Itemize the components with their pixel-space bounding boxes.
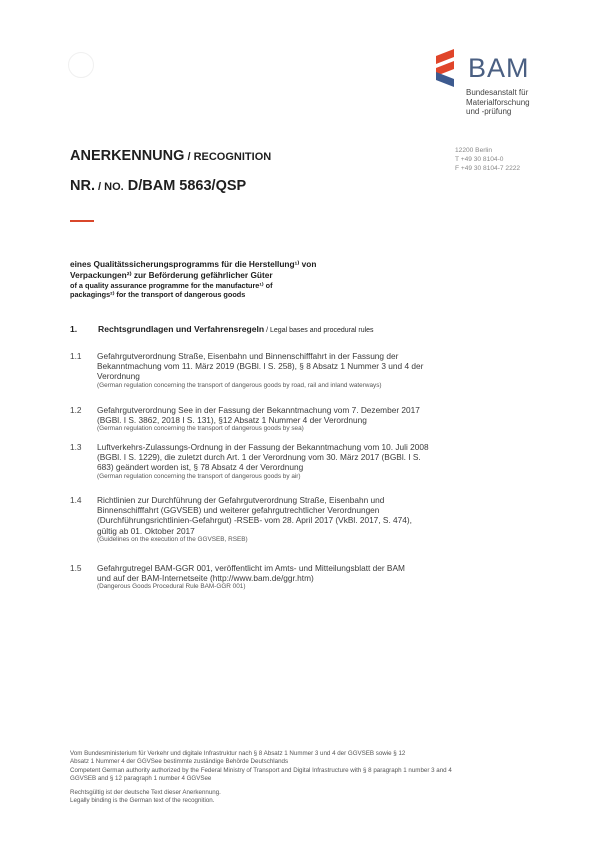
intro-line-en: packagings²⁾ for the transport of dangerous goods <box>70 290 246 299</box>
footer-line: Competent German authority authorized by the Federal Ministry of Transport and Digital Infrastructure with § 8 paragraph 1 number 3 and 4 <box>70 766 452 774</box>
item-text: Binnenschifffahrt (GGVSEB) und weiterer gefahrgutrechtlicher Verordnungen <box>97 505 380 516</box>
item-number: 1.4 <box>70 495 82 505</box>
logo-red-bar-top <box>436 49 454 64</box>
footer-notes <box>70 750 540 806</box>
item-text: Gefahrgutverordnung See in der Fassung der Bekanntmachung vom 7. Dezember 2017 <box>97 405 420 415</box>
item-text: (BGBl. I S. 3862, 2018 I S. 131), §12 Absatz 1 Nummer 4 der Verordnung <box>97 415 367 426</box>
number-separator: / <box>94 181 105 193</box>
address-line: 12200 Berlin <box>455 147 493 154</box>
section-heading <box>70 324 374 334</box>
title-de: ANERKENNUNG <box>70 148 185 164</box>
item-translation: (German regulation concerning the transport of dangerous goods by air) <box>97 472 301 480</box>
item-translation: (German regulation concerning the transport of dangerous goods by road, rail and inland waterways) <box>97 381 382 389</box>
document-title <box>70 148 271 164</box>
title-en: RECOGNITION <box>193 151 272 163</box>
item-body <box>97 405 540 434</box>
item-translation: (German regulation concerning the transport of dangerous goods by sea) <box>97 425 304 433</box>
brand-subtitle <box>466 88 530 117</box>
footer-line: Vom Bundesministerium für Verkehr und digitale Infrastruktur nach § 8 Absatz 1 Nummer 3 und 4 der GGVSEB sowie § 12 <box>70 750 406 757</box>
section-number: 1. <box>70 324 78 334</box>
number-value: D/BAM 5863/QSP <box>123 178 247 194</box>
brand-subtitle-line: Materialforschung <box>466 97 530 107</box>
item-text: und auf der BAM-Internetseite (http://www.bam.de/ggr.htm) <box>97 573 314 584</box>
section-title-de: Rechtsgrundlagen und Verfahrensregeln <box>98 324 265 334</box>
footer-line: Absatz 1 Nummer 4 der GGVSee bestimmte zuständige Behörde Deutschlands <box>70 758 289 766</box>
item-number: 1.2 <box>70 405 82 415</box>
brand-subtitle-line: und -prüfung <box>466 107 512 116</box>
logo-blue-bar <box>436 72 454 87</box>
item-number: 1.5 <box>70 563 82 573</box>
brand-subtitle-line: Bundesanstalt für <box>466 88 529 97</box>
address-block <box>455 146 520 173</box>
intro-line-de: Verpackungen²⁾ zur Beförderung gefährlicher Güter <box>70 270 273 280</box>
item-text: Luftverkehrs-Zulassungs-Ordnung in der Fassung der Bekanntmachung vom 10. Juli 2008 <box>97 442 429 452</box>
footer-line: GGVSEB and § 12 paragraph 1 number 4 GGVSee <box>70 774 212 782</box>
emblem-watermark <box>68 52 94 78</box>
intro-line-de: eines Qualitätssicherungsprogramms für die Herstellung¹⁾ von <box>70 259 317 269</box>
item-text: Bekanntmachung vom 11. März 2019 (BGBl. I S. 258), § 8 Absatz 1 Nummer 3 und 4 der <box>97 361 424 372</box>
section-title-en: / Legal bases and procedural rules <box>264 327 374 334</box>
number-label-de: NR. <box>70 178 95 194</box>
item-text: gültig ab 01. Oktober 2017 <box>97 525 195 536</box>
item-body <box>97 495 540 544</box>
title-separator: / <box>184 151 194 163</box>
item-translation: (Guidelines on the execution of the GGVSEB, RSEB) <box>97 535 248 543</box>
item-number: 1.1 <box>70 351 82 361</box>
intro-line-en: of a quality assurance programme for the manufacture¹⁾ of <box>70 281 273 290</box>
footer-line: Legally binding is the German text of the recognition. <box>70 797 215 805</box>
brand-name: BAM <box>468 53 530 83</box>
document-number <box>70 178 246 194</box>
item-text: Richtlinien zur Durchführung der Gefahrgutverordnung Straße, Eisenbahn und <box>97 495 385 505</box>
item-text: 683) geändert worden ist, § 78 Absatz 4 der Verordnung <box>97 462 304 473</box>
item-body <box>97 442 540 481</box>
item-body <box>97 351 540 390</box>
number-label-en: NO. <box>104 181 124 193</box>
item-number: 1.3 <box>70 442 82 452</box>
accent-divider <box>70 220 94 222</box>
address-line: F +49 30 8104-7 2222 <box>455 165 521 172</box>
item-text: Verordnung <box>97 371 140 382</box>
item-translation: (Dangerous Goods Procedural Rule BAM-GGR 001) <box>97 583 246 591</box>
footer-line: Rechtsgültig ist der deutsche Text dieser Anerkennung. <box>70 789 221 797</box>
item-body <box>97 563 540 592</box>
item-text: Gefahrgutverordnung Straße, Eisenbahn und Binnenschifffahrt in der Fassung der <box>97 351 399 361</box>
address-line: T +49 30 8104-0 <box>455 156 504 163</box>
item-text: (Durchführungsrichtlinien-Gefahrgut) -RSEB- vom 28. April 2017 (VkBl. 2017, S. 474), <box>97 515 412 526</box>
intro-block <box>70 259 540 299</box>
item-text: (BGBl. I S. 1229), die zuletzt durch Art. 1 der Verordnung vom 30. März 2017 (BGBl. I S. <box>97 452 421 463</box>
item-text: Gefahrgutregel BAM-GGR 001, veröffentlicht im Amts- und Mitteilungsblatt der BAM <box>97 563 405 573</box>
